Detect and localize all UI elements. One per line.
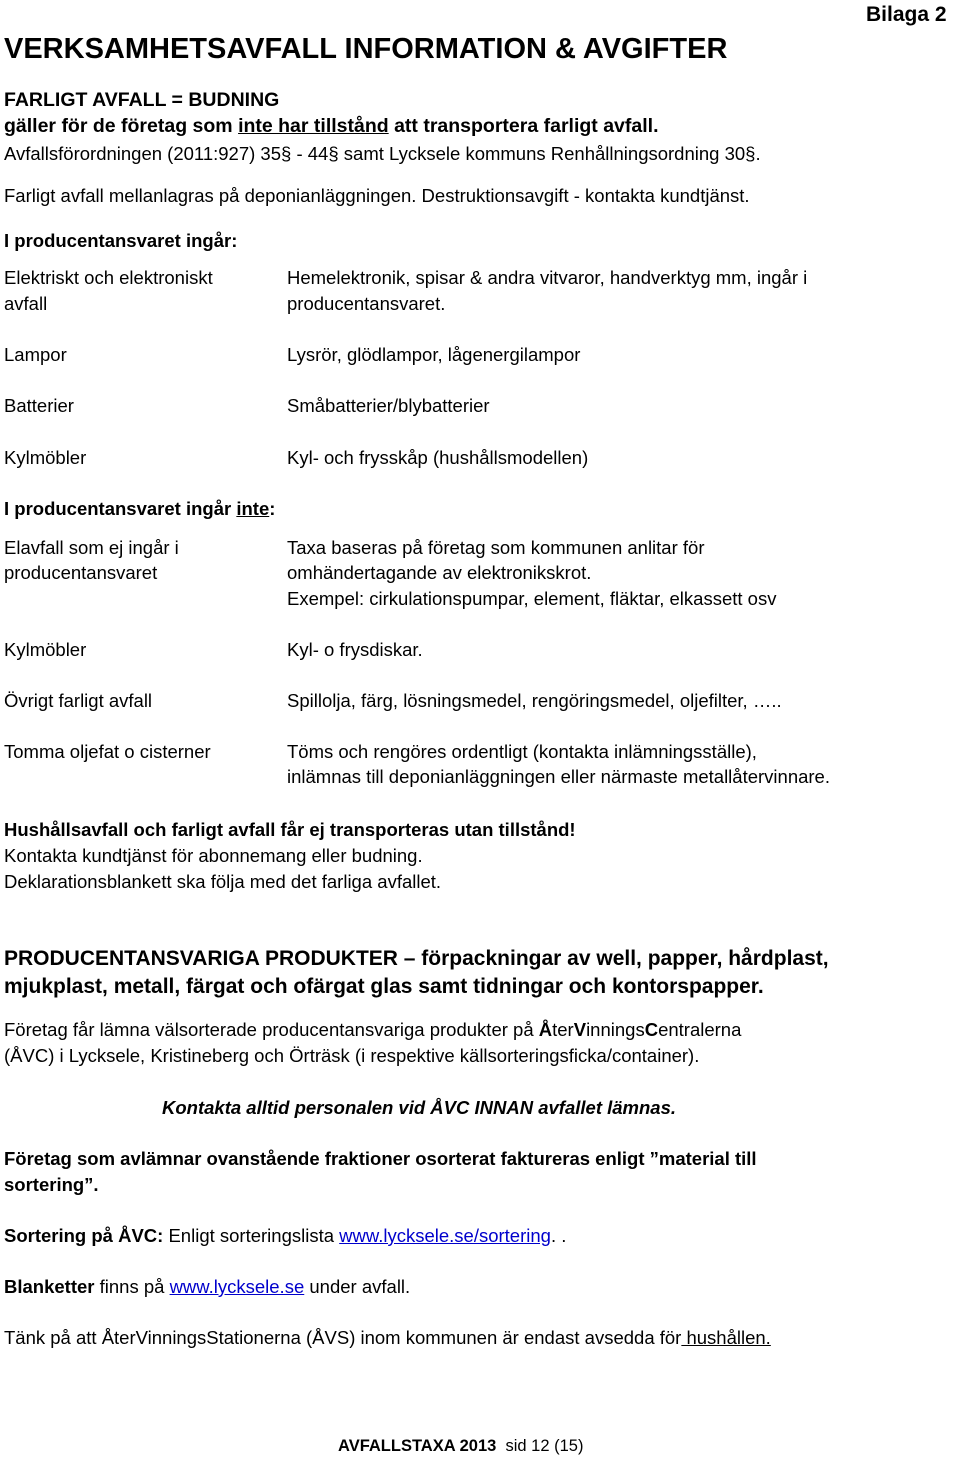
- ingar-desc-2: Småbatterier/blybatterier: [287, 395, 490, 416]
- osorterat-line1: Företag som avlämnar ovanstående fraktioner osorterat faktureras enligt ”material till: [4, 1148, 757, 1169]
- farligt-line2: Avfallsförordningen (2011:927) 35§ - 44§ samt Lycksele kommuns Renhållningsordning 30§.: [4, 143, 761, 164]
- producent-para-line2: (ÅVC) i Lycksele, Kristineberg och Örträsk (i respektive källsorteringsficka/container).: [4, 1045, 700, 1066]
- ingar-label-1: Lampor: [4, 344, 67, 365]
- bilaga-label: Bilaga 2: [866, 3, 947, 26]
- ingar-desc-0b: producentansvaret.: [287, 293, 446, 314]
- ingar-desc-0a: Hemelektronik, spisar & andra vitvaror, handverktyg mm, ingår i: [287, 267, 808, 288]
- blanketter-line: Blanketter finns på www.lycksele.se under avfall.: [4, 1276, 411, 1297]
- osorterat-line2: sortering”.: [4, 1174, 99, 1195]
- section-mark: §: [281, 143, 292, 164]
- inte-desc-0c: Exempel: cirkulationspumpar, element, fläktar, elkassett osv: [287, 588, 777, 609]
- ingar-heading: I producentansvaret ingår:: [4, 230, 238, 251]
- ingar-label-0a: Elektriskt och elektroniskt: [4, 267, 213, 288]
- farligt-line1: gäller för de företag som inte har tillstånd att transportera farligt avfall.: [4, 115, 659, 137]
- ingar-label-0b: avfall: [4, 293, 48, 314]
- hushall-warning: Hushållsavfall och farligt avfall får ej transporteras utan tillstånd!: [4, 819, 576, 840]
- producent-heading-1: PRODUCENTANSVARIGA PRODUKTER – förpackningar av well, papper, hårdplast,: [4, 947, 829, 970]
- sortering-line: Sortering på ÅVC: Enligt sorteringslista www.lycksele.se/sortering. .: [4, 1225, 567, 1246]
- producent-heading-2: mjukplast, metall, färgat och ofärgat glas samt tidningar och kontorspapper.: [4, 975, 764, 998]
- tank-line: Tänk på att ÅterVinningsStationerna (ÅVS) inom kommunen är endast avsedda för hushållen.: [4, 1327, 771, 1348]
- footer-page-number: sid 12 (15): [505, 1437, 584, 1455]
- inte-label-0a: Elavfall som ej ingår i: [4, 537, 179, 558]
- ingar-desc-1: Lysrör, glödlampor, lågenergilampor: [287, 344, 581, 365]
- farligt-heading: FARLIGT AVFALL = BUDNING: [4, 89, 280, 111]
- page-title: VERKSAMHETSAVFALL INFORMATION & AVGIFTER: [4, 33, 728, 65]
- kontakta-notice: Kontakta alltid personalen vid ÅVC INNAN avfallet lämnas.: [162, 1097, 677, 1118]
- sortering-link[interactable]: www.lycksele.se/sortering: [339, 1225, 551, 1246]
- inte-desc-0a: Taxa baseras på företag som kommunen anlitar för: [287, 537, 705, 558]
- inte-label-2: Övrigt farligt avfall: [4, 690, 153, 711]
- ingar-label-3: Kylmöbler: [4, 447, 87, 468]
- lycksele-link[interactable]: www.lycksele.se: [169, 1276, 305, 1297]
- ingar-inte-heading: I producentansvaret ingår inte:: [4, 498, 276, 519]
- inte-label-1: Kylmöbler: [4, 639, 87, 660]
- ingar-desc-3: Kyl- och frysskåp (hushållsmodellen): [287, 447, 589, 468]
- inte-desc-1: Kyl- o frysdiskar.: [287, 639, 423, 660]
- hushall-line3: Deklarationsblankett ska följa med det farliga avfallet.: [4, 871, 442, 892]
- inte-desc-3a: Töms och rengöres ordentligt (kontakta inlämningsställe),: [287, 741, 757, 762]
- inte-desc-0b: omhändertagande av elektronikskrot.: [287, 562, 592, 583]
- inte-desc-2: Spillolja, färg, lösningsmedel, rengöringsmedel, oljefilter, …..: [287, 690, 782, 711]
- farligt-line3: Farligt avfall mellanlagras på deponianläggningen. Destruktionsavgift - kontakta kundtjänst.: [4, 185, 750, 206]
- hushall-line2: Kontakta kundtjänst för abonnemang eller budning.: [4, 845, 423, 866]
- page-footer: [338, 1436, 583, 1456]
- inte-label-0b: producentansvaret: [4, 562, 158, 583]
- ingar-label-2: Batterier: [4, 395, 74, 416]
- inte-desc-3b: inlämnas till deponianläggningen eller närmaste metallåtervinnare.: [287, 766, 830, 787]
- inte-label-3: Tomma oljefat o cisterner: [4, 741, 211, 762]
- producent-para-line1: Företag får lämna välsorterade producentansvariga produkter på ÅterVinningsCentralerna: [4, 1019, 742, 1040]
- footer-label: AVFALLSTAXA 2013: [338, 1437, 497, 1455]
